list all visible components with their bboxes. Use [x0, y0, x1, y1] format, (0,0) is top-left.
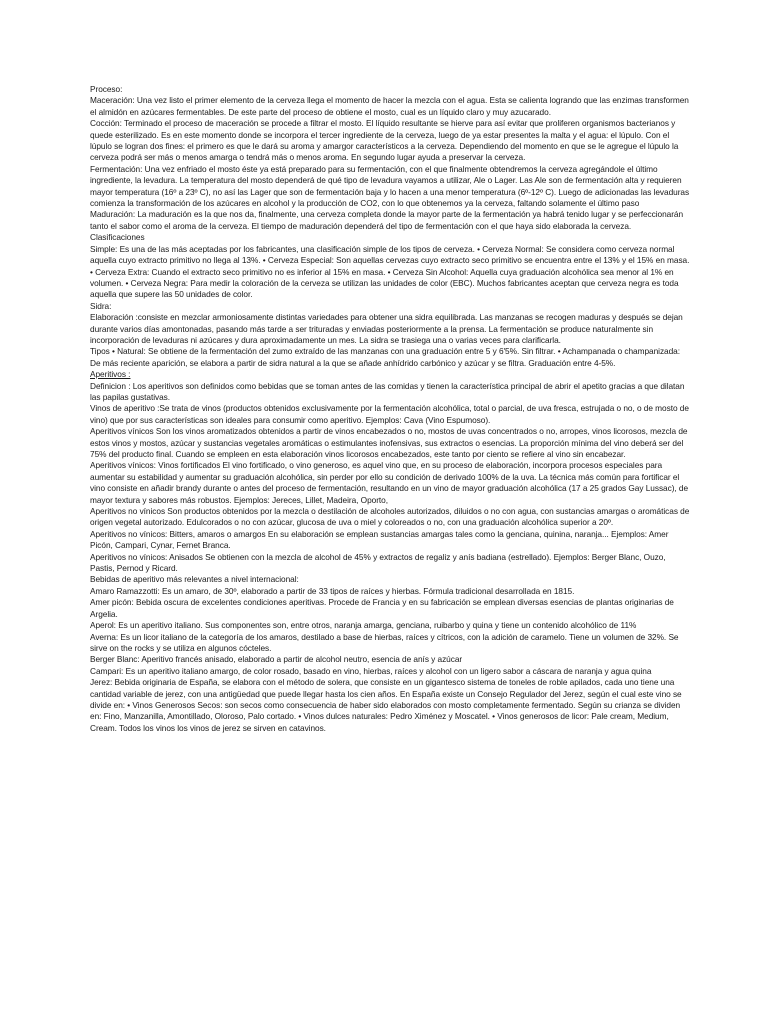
- text-paragraph: Berger Blanc: Aperitivo francés anisado, elaborado a partir de alcohol neutro, esencia de anís y azúcar: [90, 654, 463, 665]
- text-paragraph: Proceso:: [90, 84, 123, 94]
- text-paragraph: Bebidas de aperitivo más relevantes a nivel internacional:: [90, 574, 299, 585]
- text-paragraph: Jerez: Bebida originaria de España, se elabora con el método de solera, que consiste en un gigantesco sistema de toneles de roble apilados, cada uno tiene una cantidad variable de jerez, con una antigüedad que puede llegar hasta los cien años. En España existe un Consejo Regulador del Jerez, según el cual este vino se divide en: • Vinos Generosos Secos: son secos como consecuencia de haber sido elaborados con mosto completamente fermentado. Según su crianza se dividen en: Fino, Manzanilla, Amontillado, Oloroso, Palo cortado. • Vinos dulces naturales: Pedro Ximénez y Moscatel. • Vinos generosos de licor: Pale cream, Medium, Cream. Todos los vinos los vinos de jerez se sirven en catavinos.: [90, 677, 682, 733]
- text-paragraph: Definicion : Los aperitivos son definidos como bebidas que se toman antes de las comidas y tienen la característica principal de abrir el apetito gracias a que dilatan las papilas gustativas.: [90, 380, 685, 402]
- text-paragraph: Aperitivos :: [90, 369, 131, 380]
- text-paragraph: Aperitivos no vínicos: Anisados Se obtienen con la mezcla de alcohol de 45% y extractos de regaliz y anís badiana (estrellado). Ejemplos: Berger Blanc, Ouzo, Pastis, Pernod y Ricard.: [90, 551, 666, 574]
- text-paragraph: Clasificaciones: [90, 232, 145, 243]
- text-paragraph: Amaro Ramazzotti: Es un amaro, de 30º, elaborado a partir de 33 tipos de raíces y hierbas. Fórmula tradicional desarrollada en 1815.: [90, 585, 575, 596]
- text-paragraph: Vinos de aperitivo :Se trata de vinos (productos obtenidos exclusivamente por la fermentación alcohólica, total o parcial, de uva fresca, estrujada o no, o de mosto de vino) que por sus características son ideales para consumir como aperitivo. Ejemplos: Cava (Vino Espumoso).: [90, 403, 689, 425]
- text-paragraph: Maceración: Una vez listo el primer elemento de la cerveza llega el momento de hacer la mezcla con el agua. Esta se calienta logrando que las enzimas transformen el almidón en azúcares fermentables. De este parte del proceso de obtiene el mosto, cual es un líquido claro y muy azucarado.: [90, 95, 689, 117]
- text-paragraph: Cocción: Terminado el proceso de maceración se procede a filtrar el mosto. El líquido resultante se hierve para así evitar que proliferen organismos bacterianos y quede esterilizado. Es en este momento donde se incorpora el tercer ingrediente de la cerveza, luego de ya estar presentes la malta y el agua: el lúpulo. Con el lúpulo se logran dos fines: el primero es que le dará su aroma y amargor característicos a la cerveza. Dependiendo del momento en que se le agregue el lúpulo la cerveza podrá ser más o menos amarga o tendrá más o menos aroma. En segundo lugar ayuda a preservar la cerveza.: [90, 118, 679, 163]
- text-paragraph: Elaboración :consiste en mezclar armoniosamente distintas variedades para obtener una sidra equilibrada. Las manzanas se recogen maduras y después se dejan durante varios días amontonadas, pasando más tarde a ser trituradas y enviadas posteriormente a la prensa. La fermentación se produce naturalmente sin incorporación de levaduras ni azúcares y dura aproximadamente un mes. La sidra se trasiega una o varias veces para clarificarla.: [90, 312, 683, 345]
- text-paragraph: Aperitivos vínicos Son los vinos aromatizados obtenidos a partir de vinos encabezados o no, mostos de uvas concentrados o no, arropes, vinos licorosos, mezcla de estos vinos y mostos, azúcar y sustancias vegetales aromáticas o estimulantes inofensivas, sus extractos o esencias. La proporción mínima del vino deberá ser del 75% del producto final. Cuando se empleen en esta elaboración vinos licorosos encabezados, este tanto por ciento se refiere al vino sin encabezar.: [90, 426, 688, 459]
- text-paragraph: Simple: Es una de las más aceptadas por los fabricantes, una clasificación simple de los tipos de cerveza. • Cerveza Normal: Se considera como cerveza normal aquella cuyo extracto primitivo no llega al 13%. • Cerveza Especial: Son aquellas cervezas cuyo extracto seco primitivo se encuentra entre el 13% y el 15% en masa. • Cerveza Extra: Cuando el extracto seco primitivo no es inferior al 15% en masa. • Cerveza Sin Alcohol: Aquella cuya graduación alcohólica sea menor al 1% en volumen. • Cerveza Negra: Para medir la coloración de la cerveza se utilizan las unidades de color (EBC). Muchos fabricantes aceptan que cerveza negra es toda aquella que supere las 50 unidades de color.: [90, 243, 690, 300]
- document-body: [90, 84, 692, 734]
- text-paragraph: Maduración: La maduración es la que nos da, finalmente, una cerveza completa donde la mayor parte de la fermentación ya habrá tenido lugar y se perfeccionarán tanto el sabor como el aroma de la cerveza. El tiempo de maduración dependerá del tipo de fermentación con el que haya sido elaborada la cerveza.: [90, 209, 684, 231]
- text-paragraph: Tipos • Natural: Se obtiene de la fermentación del zumo extraído de las manzanas con una graduación entre 5 y 6'5%. Sin filtrar. • Achampanada o champanizada: De más reciente aparición, se elabora a partir de sidra natural a la que se añade anhídrido carbónico y azúcar y se filtra. Graduación entre 4-5%.: [90, 346, 681, 368]
- text-paragraph: Campari: Es un aperitivo italiano amargo, de color rosado, basado en vino, hierbas, raíces y alcohol con un ligero sabor a cáscara de naranja y agua quina: [90, 665, 652, 676]
- text-paragraph: Aperitivos vínicos: Vinos fortificados El vino fortificado, o vino generoso, es aquel vino que, en su proceso de elaboración, incorpora procesos especiales para aumentar su estabilidad y aumentar su graduación alcohólica, sin perder por ello su condición de derivado 100% de la uva. La técnica más común para fortificar el vino consiste en añadir brandy durante o antes del proceso de fermentación, resultando en un vino de mayor graduación alcohólica (17 a 25 grados Gay Lussac), de mayor textura y sabores más robustos. Ejemplos: Jereces, Lillet, Madeira, Oporto,: [90, 460, 689, 505]
- text-paragraph: Amer picón: Bebida oscura de excelentes condiciones aperitivas. Procede de Francia y en su fabricación se emplean diversas esencias de plantas originarias de Argelia.: [90, 597, 674, 619]
- text-paragraph: Aperitivos no vínicos Son productos obtenidos por la mezcla o destilación de alcoholes autorizados, diluidos o no con agua, con sustancias amargas o aromáticas de origen vegetal autorizado. Edulcorados o no con azúcar, glucosa de uva o miel y coloreados o no, con una graduación alcohólica superior a 20º.: [90, 506, 690, 528]
- text-paragraph: Averna: Es un licor italiano de la categoría de los amaros, destilado a base de hierbas, raíces y cítricos, con la adición de caramelo. Tiene un volumen de 32%. Se sirve on the rocks y se utiliza en algunos cócteles.: [90, 631, 679, 653]
- text-paragraph: Fermentación: Una vez enfriado el mosto éste ya está preparado para su fermentación, con el que finalmente obtendremos la cerveza agregándole el último ingrediente, la levadura. La temperatura del mosto dependerá de qué tipo de levadura vayamos a utilizar, Ale o Lager. Las Ale son de fermentación alta y requieren mayor temperatura (16º a 23º C), no así las Lager que son de fermentación baja y lo hacen a una menor temperatura (6º-12º C). Luego de adicionadas las levaduras comienza la transformación de los azúcares en alcohol y la producción de CO2, con lo que obtenemos ya la cerveza, faltando solamente el último paso: [90, 163, 690, 209]
- text-paragraph: Aperitivos no vínicos: Bitters, amaros o amargos En su elaboración se emplean sustancias amargas tales como la genciana, quinina, naranja... Ejemplos: Amer Picón, Campari, Cynar, Fernet Branca.: [90, 528, 669, 551]
- text-paragraph: Aperol: Es un aperitivo italiano. Sus componentes son, entre otros, naranja amarga, genciana, ruibarbo y quina y tiene un contenido alcohólico de 11%: [90, 620, 637, 631]
- text-paragraph: Sidra:: [90, 300, 112, 311]
